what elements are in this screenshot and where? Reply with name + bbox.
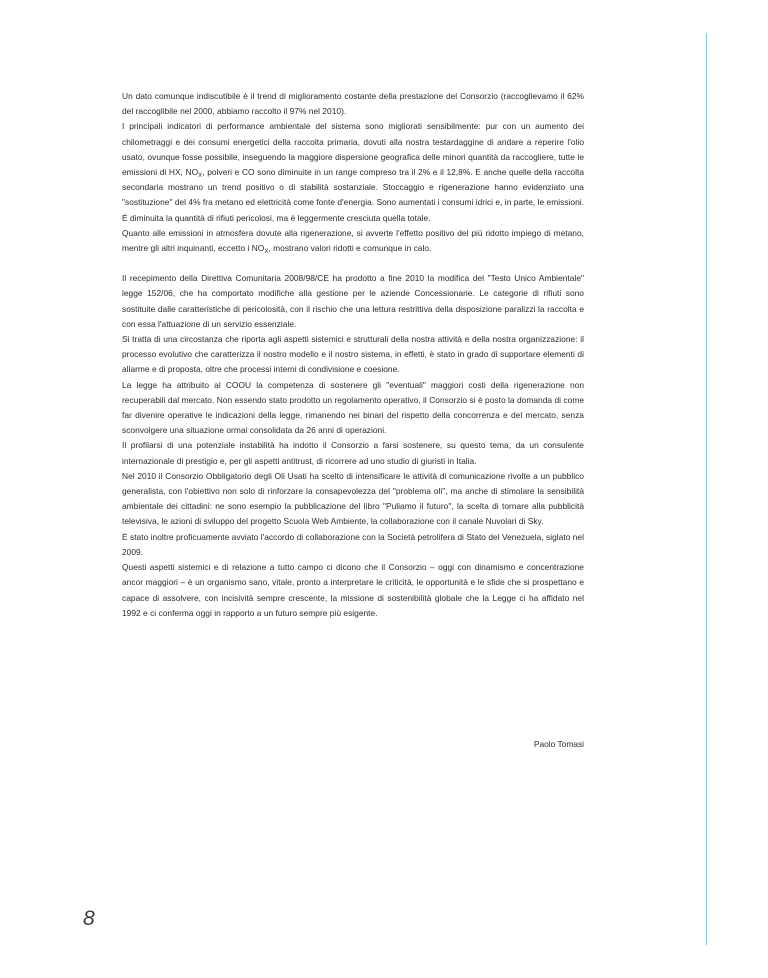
body-text [122, 89, 584, 621]
paragraph [122, 119, 584, 225]
paragraph: Il recepimento della Direttiva Comunitaria 2008/98/CE ha prodotto a fine 2010 la modifica del "Testo Unico Ambientale" legge 152/06, che ha comportato modifiche alla gestione per le aziende Concessionarie. Le categorie di rifiuti sono sostituite dalle caratteristiche di pericolosità, con il rischio che una lettura restrittiva della disposizione paralizzi la raccolta e con essa l'attuazione di un servizio essenziale. [122, 273, 584, 329]
paragraph-text: , polveri e CO sono diminuite in un range compreso tra il 2% e il 12,8%. E anche quelle della raccolta secondaria mostrano un trend positivo o di stabilità sostanziale. Stoccaggio e rigenerazione hanno evidenziato una "sostituzione" del 4% fra metano ed elettricità come fonte d'energia. Sono aumentati i consumi idrici e, in parte, le emissioni. È diminuita la quantità di rifiuti pericolosi, ma è leggermente cresciuta quella totale. [122, 167, 585, 223]
paragraph: Si tratta di una circostanza che riporta agli aspetti sistemici e strutturali della nostra attività e della nostra organizzazione: il processo evolutivo che caratterizza il nostro modello e il nostro sistema, in effetti, è stato in grado di supportare elementi di allarme e di proposta, oltre che processi interni di condivisione e coesione. [122, 334, 584, 375]
paragraph: Il profilarsi di una potenziale instabilità ha indotto il Consorzio a farsi sostenere, su questo tema, da un consulente internazionale di prestigio e, per gli aspetti antitrust, di ricorrere ad uno studio di giuristi in Italia. [122, 440, 584, 466]
paragraph: È stato inoltre proficuamente avviato l'accordo di collaborazione con la Società petrolifera di Stato del Venezuela, siglato nel 2009. [122, 531, 584, 557]
paragraph: Nel 2010 il Consorzio Obbligatorio degli Oli Usati ha scelto di intensificare le attività di comunicazione rivolte a un pubblico generalista, con l'obiettivo non solo di rinforzare la consapevolezza del "problema oli", ma anche di stimolare la sensibilità ambientale dei cittadini: ne sono esempio la pubblicazione del libro "Puliamo il futuro", la scelta di tornare alla pubblicità televisiva, le azioni di sviluppo del progetto Scuola Web Ambiente, la collaborazione con il canale Nuvolari di Sky. [122, 470, 584, 527]
margin-rule [706, 33, 707, 945]
signature: Paolo Tomasi [533, 739, 584, 749]
subscript: X [198, 172, 203, 180]
paragraph [122, 226, 584, 256]
subscript: X [264, 248, 269, 256]
paragraph: Questi aspetti sistemici e di relazione a tutto campo ci dicono che il Consorzio – oggi con dinamismo e concentrazione ancor maggiori – è un organismo sano, vitale, pronto a interpretare le criticità, le opportunità e le sfide che si prospettano e capace di assolvere, con incisività sempre crescente, la missione di sostenibilità globale che la Legge ci ha affidato nel 1992 e ci conferma oggi in rapporto a un futuro sempre più esigente. [122, 562, 584, 618]
paragraph-text: , mostrano valori ridotti e comunque in calo. [268, 243, 432, 254]
paragraph-text: I principali indicatori di performance ambientale del sistema sono migliorati sensibilmente: pur con un aumento dei chilometraggi e dei consumi energetici della raccolta primaria, dovuti alla nostra testardaggine di andare a reperire l'olio usato, ovunque fosse possibile, inseguendo la maggiore dispersione geografica delle minori quantità da raccogliere, tutte le emissioni di HX, NO [122, 121, 584, 178]
page-number: 8 [83, 907, 95, 930]
section-gap [122, 256, 584, 271]
paragraph: Un dato comunque indiscutibile è il trend di miglioramento costante della prestazione del Consorzio (raccoglievamo il 62% del raccoglibile nel 2000, abbiamo raccolto il 97% nel 2010). [122, 91, 584, 117]
paragraph: La legge ha attribuito al COOU la competenza di sostenere gli "eventuali" maggiori costi della rigenerazione non recuperabili dal mercato. Non essendo stato prodotto un regolamento operativo, il Consorzio si è posto la domanda di come far divenire operative le indicazioni della legge, rimanendo nei binari del rispetto della concorrenza e del mercato, senza sconvolgere una situazione ormai consolidata da 26 anni di operazioni. [122, 379, 584, 436]
paragraph-text: Quanto alle emissioni in atmosfera dovute alla rigenerazione, si avverte l'effetto positivo del più ridotto impiego di metano, mentre gli altri inquinanti, eccetto i NO [122, 227, 584, 254]
